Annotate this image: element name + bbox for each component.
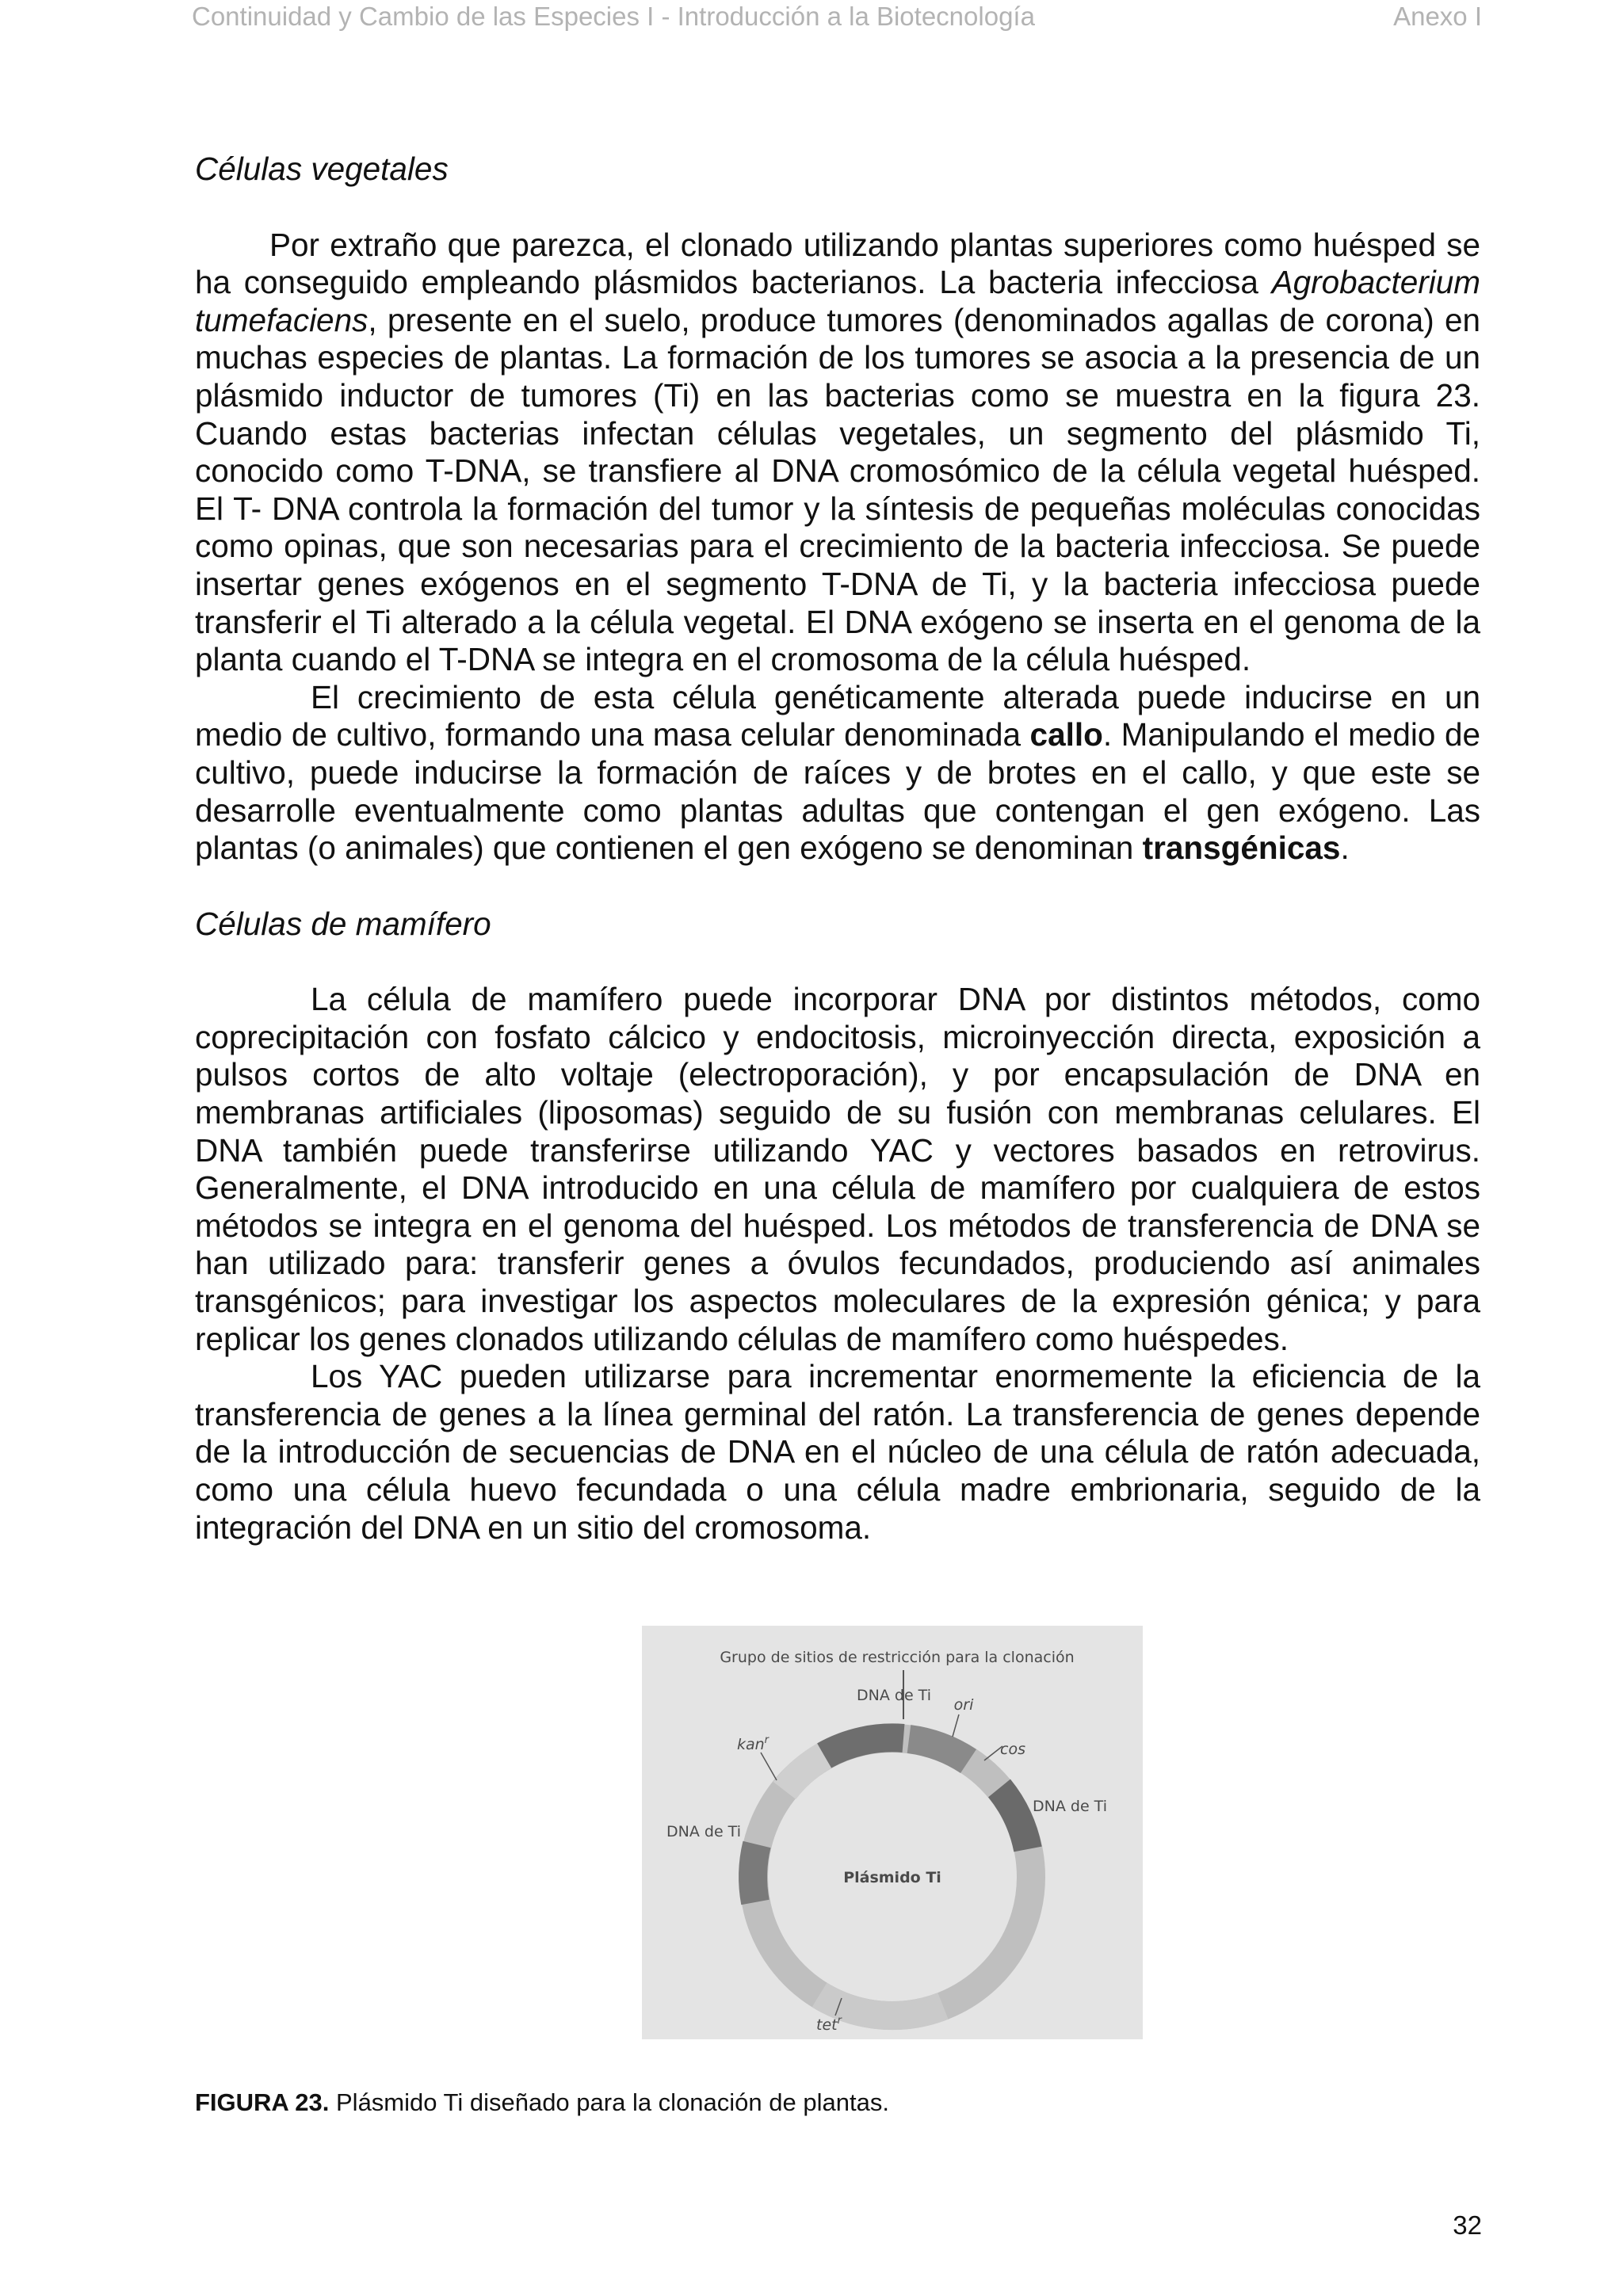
page-body <box>195 151 1480 1547</box>
restriction-sites-label: Grupo de sitios de restricción para la clonación <box>720 1649 1075 1666</box>
text-run: . <box>1340 830 1350 867</box>
page-number: 32 <box>1453 2210 1482 2240</box>
section-title-mammal-cells: Células de mamífero <box>195 905 491 942</box>
caption-text: Plásmido Ti diseñado para la clonación de plantas. <box>329 2088 889 2116</box>
dna-ti-segment-left <box>753 1844 757 1902</box>
paragraph-plant-cells-2 <box>195 679 1480 868</box>
tet-label-sup: r <box>837 2015 842 2027</box>
kan-label-text: kan <box>736 1736 765 1753</box>
ori-label: ori <box>953 1696 974 1714</box>
page-header <box>0 0 1623 40</box>
dna-ti-right-label: DNA de Ti <box>1033 1798 1107 1815</box>
paragraph-plant-cells-1 <box>195 227 1480 679</box>
term-transgenicas: transgénicas <box>1142 830 1341 867</box>
text-run: Por extraño que parezca, el clonado utilizando plantas superiores como huésped se ha conseguido empleando plásmidos bacterianos. La bacteria infecciosa <box>195 226 1480 301</box>
header-annex: Anexo I <box>1393 2 1482 31</box>
dna-ti-top-label: DNA de Ti <box>857 1687 931 1704</box>
ti-plasmid-figure <box>642 1626 1143 2039</box>
paragraph-mammal-cells-2: Los YAC pueden utilizarse para incrementar enormemente la eficiencia de la transferencia de genes a la línea germinal del ratón. La transferencia de genes depende de la introducción de secuencias de DNA en el núcleo de una célula de ratón adecuada, como una célula huevo fecundada o una célula madre embrionaria, seguido de la integración del DNA en un sitio del cromosoma. <box>195 1358 1480 1546</box>
term-callo: callo <box>1029 716 1103 753</box>
section-title-plant-cells: Células vegetales <box>195 151 449 187</box>
cos-label: cos <box>1000 1741 1025 1758</box>
text-run: . Manipulando el medio de cultivo, puede inducirse la formación de raíces y de brotes en el callo, y que este se desarrolle eventualmente como plantas adultas que contengan el gen exógeno. Las plantas (o animales) que contienen el gen exógeno se denominan <box>195 716 1480 867</box>
header-title: Continuidad y Cambio de las Especies I - Introducción a la Biotecnología <box>192 2 1035 31</box>
kan-label-sup: r <box>764 1734 769 1746</box>
text-run: El crecimiento de esta célula genéticamente alterada puede inducirse en un medio de cultivo, formando una masa celular denominada <box>195 678 1480 753</box>
caption-label: FIGURA 23. <box>195 2088 330 2116</box>
text-run: , presente en el suelo, produce tumores (denominados agallas de corona) en muchas especies de plantas. La formación de los tumores se asocia a la presencia de un plásmido inductor de tumores (Ti) en las bacterias como se muestra en la figura 23. Cuando estas bacterias infectan células vegetales, un segmento del plásmido Ti, conocido como T-DNA, se transfiere al DNA cromosómico de la célula vegetal huésped. El T- DNA controla la formación del tumor y la síntesis de pequeñas moléculas conocidas como opinas, que son necesarias para el crecimiento de la bacteria infecciosa. Se puede insertar genes exógenos en el segmento T-DNA de Ti, y la bacteria infecciosa puede transferir el Ti alterado a la célula vegetal. El DNA exógeno se inserta en el genoma de la planta cuando el T-DNA se integra en el cromosoma de la célula huésped. <box>195 301 1480 678</box>
dna-ti-left-label: DNA de Ti <box>666 1823 741 1840</box>
ti-plasmid-diagram <box>642 1626 1143 2039</box>
paragraph-mammal-cells-1: La célula de mamífero puede incorporar DNA por distintos métodos, como coprecipitación con fosfato cálcico y endocitosis, microinyección directa, exposición a pulsos cortos de alto voltaje (electroporación), y por encapsulación de DNA en membranas artificiales (liposomas) seguido de su fusión con membranas celulares. El DNA también puede transferirse utilizando YAC y vectores basados en retrovirus. Generalmente, el DNA introducido en una célula de mamífero por cualquiera de estos métodos se integra en el genoma del huésped. Los métodos de transferencia de DNA se han utilizado para: transferir genes a óvulos fecundados, produciendo así animales transgénicos; para investigar los aspectos moleculares de la expresión génica; y para replicar los genes clonados utilizando células de mamífero como huéspedes. <box>195 981 1480 1357</box>
species-name: Agrobacterium tumefaciens <box>195 264 1480 338</box>
plasmid-center-label: Plásmido Ti <box>843 1869 941 1886</box>
figure-caption <box>195 2088 889 2117</box>
tet-label-text: tet <box>816 2016 838 2034</box>
